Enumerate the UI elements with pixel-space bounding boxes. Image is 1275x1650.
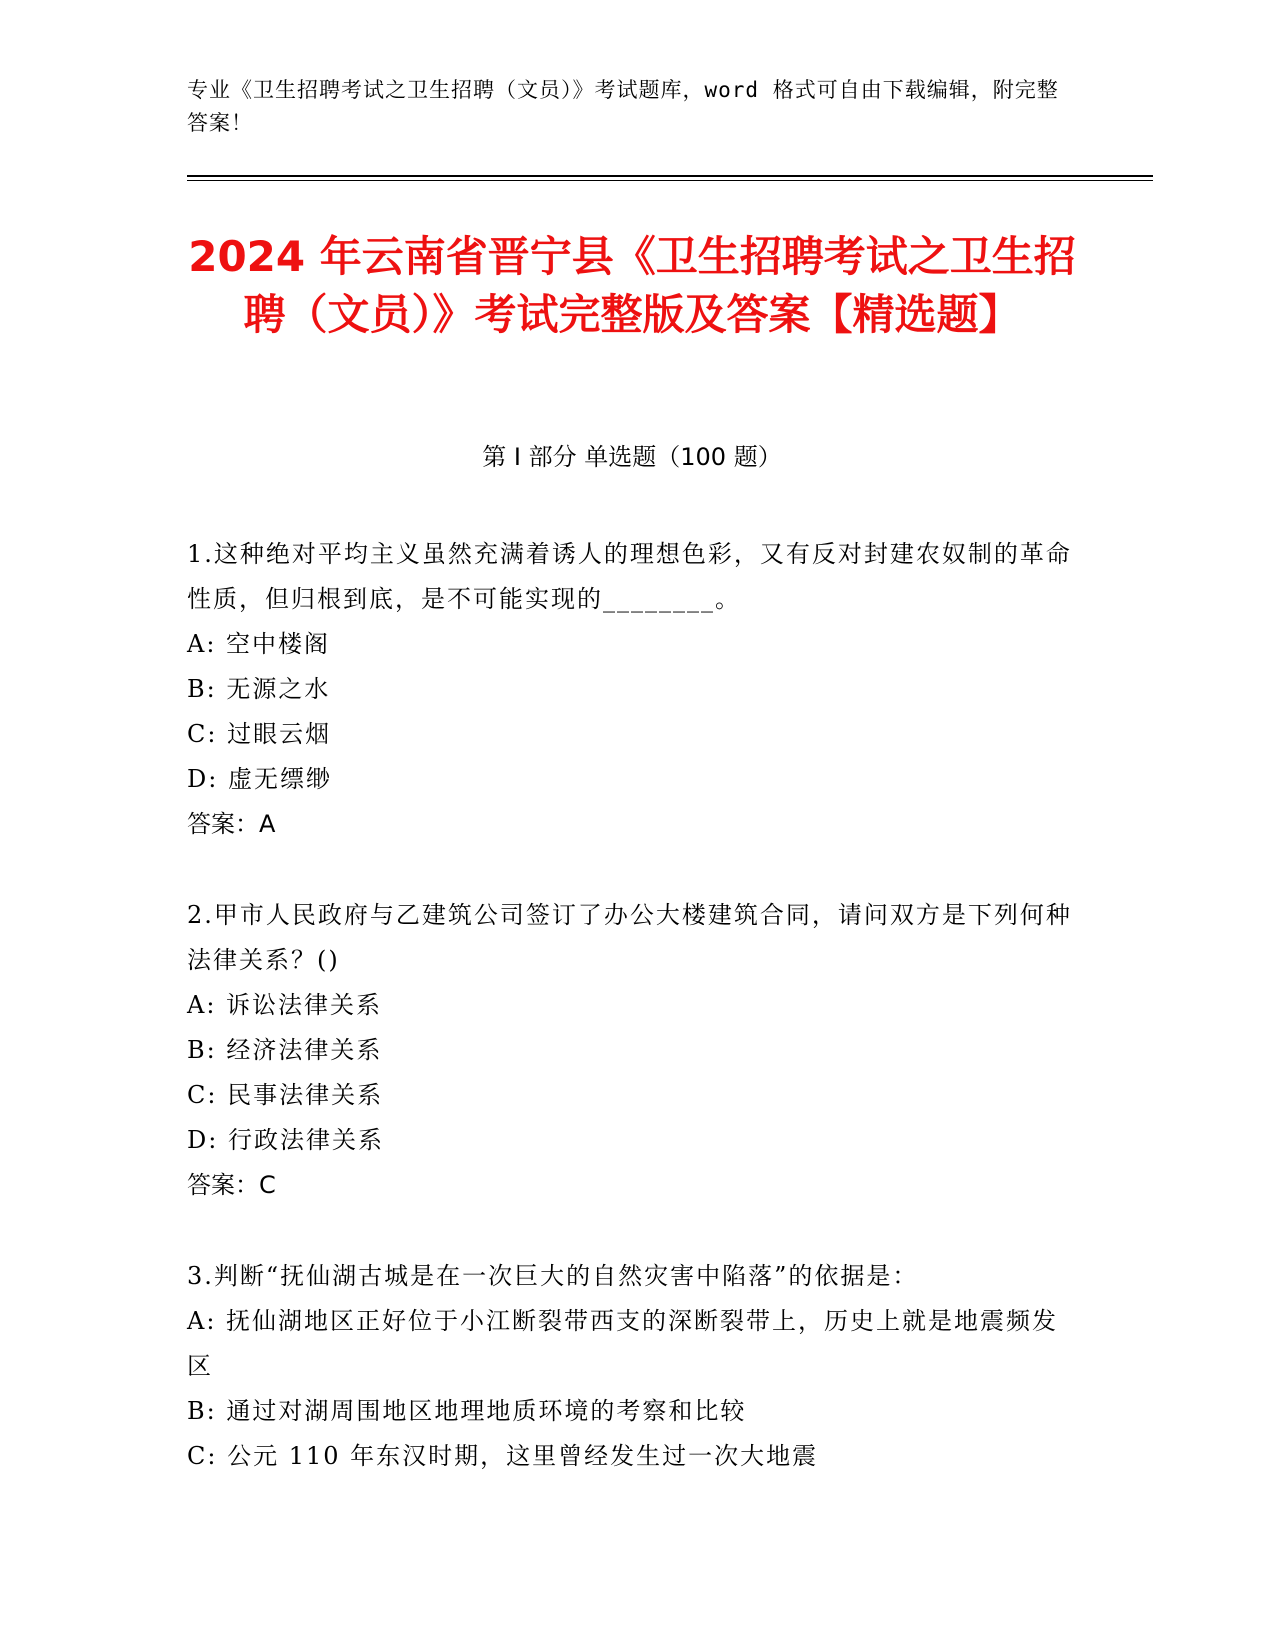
question-option-a: A: 空中楼阁: [187, 630, 331, 658]
question-answer: 答案：C: [187, 1171, 276, 1199]
question-item: [187, 893, 1077, 1208]
header-divider: [187, 175, 1153, 177]
question-option-c: C: 公元 110 年东汉时期，这里曾经发生过一次大地震: [187, 1442, 819, 1470]
question-stem: 1.这种绝对平均主义虽然充满着诱人的理想色彩，又有反对封建农奴制的革命性质，但归根到底，是不可能实现的________。: [187, 540, 1072, 613]
question-option-b: B: 无源之水: [187, 675, 331, 703]
question-option-d: D: 虚无缥缈: [187, 765, 332, 793]
question-stem: 3.判断“抚仙湖古城是在一次巨大的自然灾害中陷落”的依据是：: [187, 1262, 919, 1290]
section-heading: 第 I 部分 单选题（100 题）: [482, 443, 782, 471]
question-stem: 2.甲市人民政府与乙建筑公司签订了办公大楼建筑合同，请问双方是下列何种法律关系？(): [187, 901, 1072, 974]
question-option-b: B: 经济法律关系: [187, 1036, 383, 1064]
question-item: [187, 532, 1077, 847]
question-list: [187, 532, 1077, 1525]
header-divider-thin: [187, 180, 1153, 181]
question-option-a: A: 抚仙湖地区正好位于小江断裂带西支的深断裂带上，历史上就是地震频发区: [187, 1307, 1059, 1380]
question-option-c: C: 过眼云烟: [187, 720, 332, 748]
question-answer: 答案：A: [187, 810, 276, 838]
document-title: 2024 年云南省晋宁县《卫生招聘考试之卫生招聘（文员）》考试完整版及答案【精选题】: [188, 232, 1076, 339]
header-note: 专业《卫生招聘考试之卫生招聘（文员）》考试题库，word 格式可自由下载编辑，附完整答案！: [187, 78, 1059, 135]
question-option-a: A: 诉讼法律关系: [187, 991, 383, 1019]
question-option-b: B: 通过对湖周围地区地理地质环境的考察和比较: [187, 1397, 747, 1425]
question-option-d: D: 行政法律关系: [187, 1126, 384, 1154]
question-item: [187, 1254, 1077, 1479]
question-option-c: C: 民事法律关系: [187, 1081, 384, 1109]
